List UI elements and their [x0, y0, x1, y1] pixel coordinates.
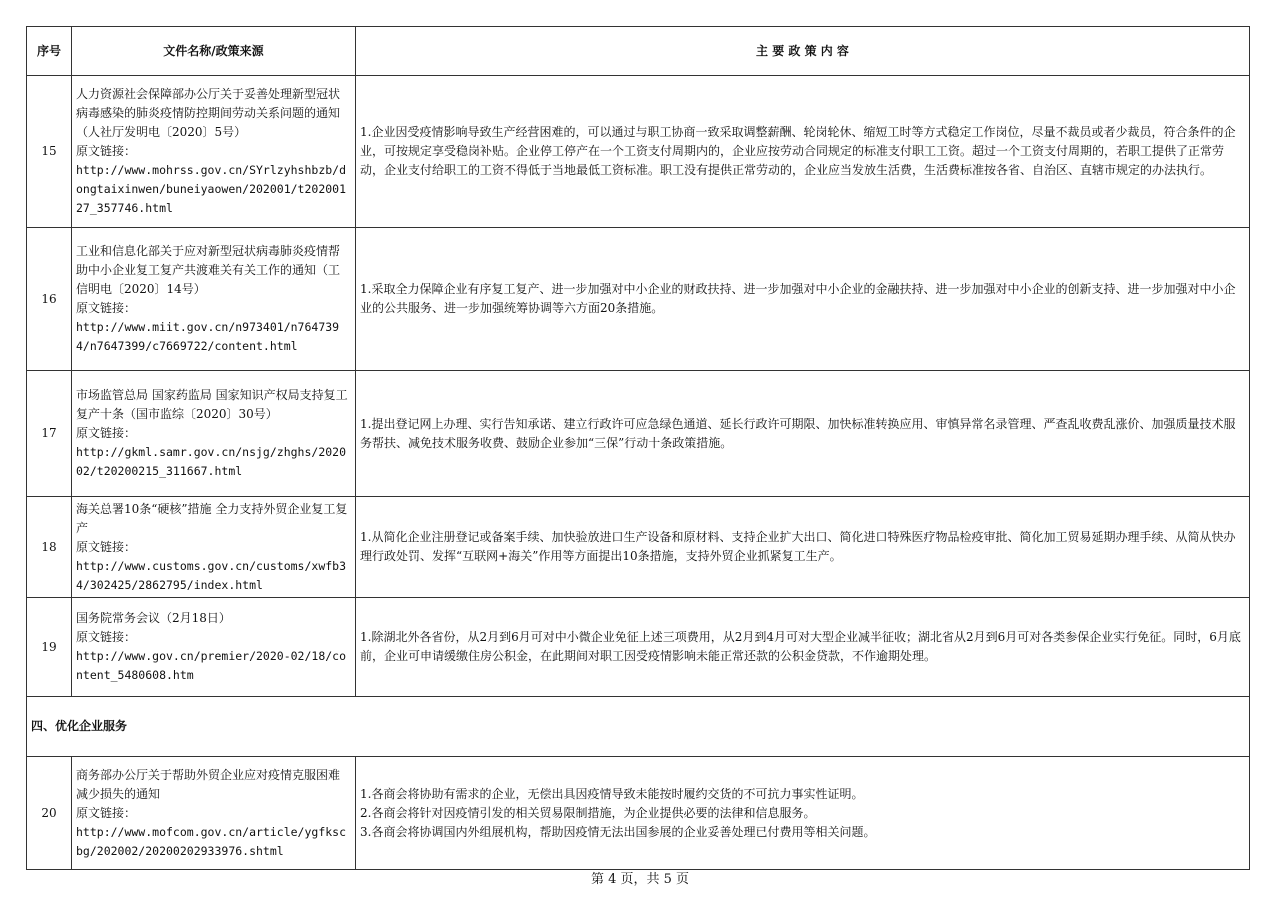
source-title: 海关总署10条“硬核”措施 全力支持外贸企业复工复产: [76, 501, 348, 535]
row-content: [356, 598, 1250, 697]
link-label: 原文链接：: [76, 539, 137, 554]
row-num: 19: [27, 598, 72, 697]
row-source: [72, 598, 356, 697]
source-link[interactable]: http://www.mohrss.gov.cn/SYrlzyhshbzb/dongtaixinwen/buneiyaowen/202001/t20200127_357746.html: [76, 163, 347, 215]
row-source: [72, 497, 356, 598]
row-num: 20: [27, 757, 72, 870]
table-row: [27, 497, 1250, 598]
content-item: 1.采取全力保障企业有序复工复产、进一步加强对中小企业的财政扶持、进一步加强对中小企业的金融扶持、进一步加强对中小企业的创新支持、进一步加强对中小企业的公共服务、进一步加强统筹协调等六方面20条措施。: [360, 282, 1236, 315]
table-row: [27, 76, 1250, 228]
row-num: 17: [27, 371, 72, 497]
content-item: 1.提出登记网上办理、实行告知承诺、建立行政许可应急绿色通道、延长行政许可期限、加快标准转换应用、审慎异常名录管理、严查乱收费乱涨价、加强质量技术服务帮扶、减免技术服务收费、鼓励企业参加“三保”行动十条政策措施。: [360, 416, 1236, 450]
row-content: [356, 371, 1250, 497]
table-row: [27, 371, 1250, 497]
source-title: 工业和信息化部关于应对新型冠状病毒肺炎疫情帮助中小企业复工复产共渡难关有关工作的通知（工信明电〔2020〕14号）: [76, 244, 341, 296]
table-header-row: [27, 27, 1250, 76]
source-title: 商务部办公厅关于帮助外贸企业应对疫情克服困难减少损失的通知: [76, 767, 341, 801]
policy-table: [26, 26, 1250, 870]
header-num: 序号: [27, 27, 72, 76]
row-source: [72, 757, 356, 870]
link-label: 原文链接：: [76, 426, 137, 440]
table-row: [27, 598, 1250, 697]
row-num: 18: [27, 497, 72, 598]
source-link[interactable]: http://www.miit.gov.cn/n973401/n7647394/n7647399/c7669722/content.html: [76, 320, 340, 353]
content-item: 2.各商会将针对因疫情引发的相关贸易限制措施，为企业提供必要的法律和信息服务。: [360, 805, 816, 820]
row-content: [356, 757, 1250, 870]
section-title: 四、优化企业服务: [27, 697, 1250, 757]
source-link[interactable]: http://www.customs.gov.cn/customs/xwfb34/302425/2862795/index.html: [76, 558, 347, 592]
row-content: [356, 228, 1250, 371]
source-link[interactable]: http://www.gov.cn/premier/2020-02/18/content_5480608.htm: [76, 649, 347, 682]
link-label: 原文链接：: [76, 301, 137, 315]
section-row: [27, 697, 1250, 757]
content-item: 3.各商会将协调国内外组展机构，帮助因疫情无法出国参展的企业妥善处理已付费用等相关问题。: [360, 824, 876, 839]
link-label: 原文链接：: [76, 630, 137, 644]
header-content: 主 要 政 策 内 容: [356, 27, 1250, 76]
table-row: [27, 757, 1250, 870]
row-num: 15: [27, 76, 72, 228]
page-footer: 第 4 页，共 5 页: [590, 872, 690, 887]
header-source: 文件名称/政策来源: [72, 27, 356, 76]
source-link[interactable]: http://gkml.samr.gov.cn/nsjg/zhghs/202002/t20200215_311667.html: [76, 445, 347, 478]
row-source: [72, 228, 356, 371]
content-item: 1.各商会将协助有需求的企业，无偿出具因疫情导致未能按时履约交货的不可抗力事实性证明。: [360, 786, 864, 801]
source-title: 人力资源社会保障部办公厅关于妥善处理新型冠状病毒感染的肺炎疫情防控期间劳动关系问题的通知（人社厅发明电〔2020〕5号）: [76, 87, 341, 139]
source-title: 国务院常务会议（2月18日）: [76, 611, 231, 625]
row-content: [356, 76, 1250, 228]
content-item: 1.除湖北外各省份，从2月到6月可对中小微企业免征上述三项费用，从2月到4月可对大型企业减半征收；湖北省从2月到6月可对各类参保企业实行免征。同时，6月底前，企业可申请缓缴住房公积金，在此期间对职工因受疫情影响未能正常还款的公积金贷款，不作逾期处理。: [360, 630, 1241, 663]
link-label: 原文链接：: [76, 144, 137, 158]
row-source: [72, 371, 356, 497]
table-row: [27, 228, 1250, 371]
source-title: 市场监管总局 国家药监局 国家知识产权局支持复工复产十条（国市监综〔2020〕30号）: [76, 388, 348, 421]
content-item: 1.企业因受疫情影响导致生产经营困难的，可以通过与职工协商一致采取调整薪酬、轮岗轮休、缩短工时等方式稳定工作岗位，尽量不裁员或者少裁员，符合条件的企业，可按规定享受稳岗补贴。企业停工停产在一个工资支付周期内的，企业应按劳动合同规定的标准支付职工工资。超过一个工资支付周期的，若职工提供了正常劳动，企业支付给职工的工资不得低于当地最低工资标准。职工没有提供正常劳动的，企业应当发放生活费，生活费标准按各省、自治区、直辖市规定的办法执行。: [360, 125, 1236, 177]
link-label: 原文链接：: [76, 805, 137, 820]
row-content: [356, 497, 1250, 598]
row-source: [72, 76, 356, 228]
content-item: 1.从简化企业注册登记或备案手续、加快验放进口生产设备和原材料、支持企业扩大出口、简化进口特殊医疗物品检疫审批、简化加工贸易延期办理手续、从简从快办理行政处罚、发挥“互联网+海关”作用等方面提出10条措施，支持外贸企业抓紧复工生产。: [360, 530, 1236, 563]
source-link[interactable]: http://www.mofcom.gov.cn/article/ygfkscbg/202002/20200202933976.shtml: [76, 824, 347, 858]
row-num: 16: [27, 228, 72, 371]
